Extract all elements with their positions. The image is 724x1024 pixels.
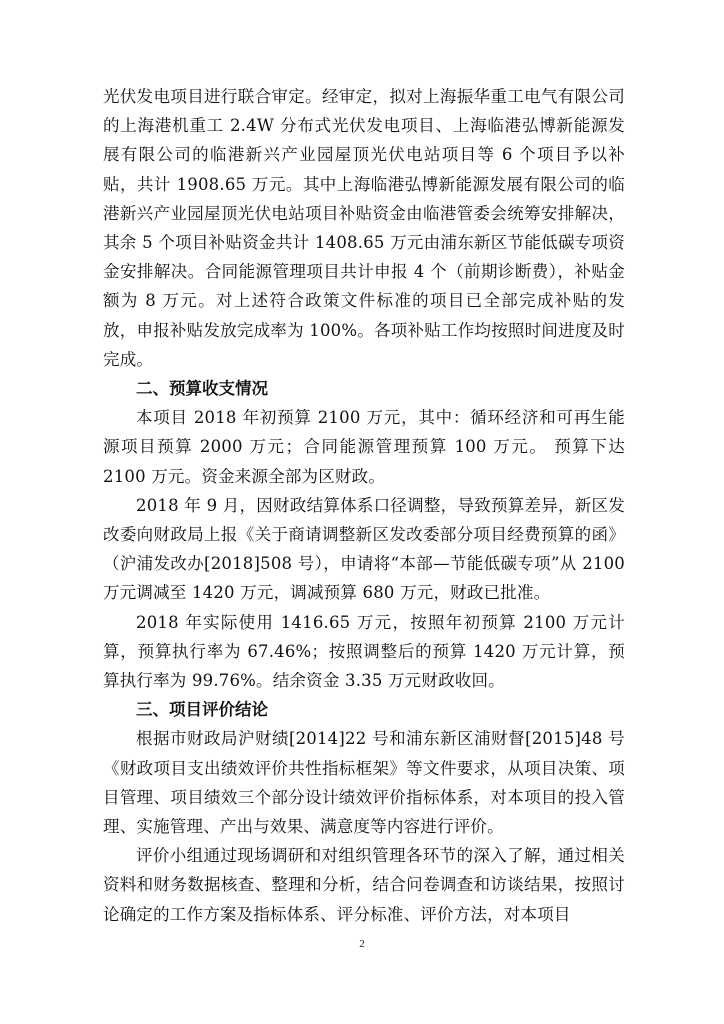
paragraph-budget-initial: 本项目 2018 年初预算 2100 万元，其中：循环经济和可再生能源项目预算 2000 万元；合同能源管理预算 100 万元。 预算下达 2100 万元。资金来源全部为区财政。	[103, 408, 625, 486]
document-body	[103, 82, 625, 929]
paragraph-budget-adjustment: 2018 年 9 月，因财政结算体系口径调整，导致预算差异，新区发改委向财政局上报《关于商请调整新区发改委部分项目经费预算的函》（沪浦发改办[2018]508 号），申请将“本部—节能低碳专项”从 2100 万元调减至 1420 万元，调减预算 680 万元，财政已批准。	[103, 495, 625, 603]
page-number: 2	[359, 938, 365, 950]
paragraph-subsidy-results: 光伏发电项目进行联合审定。经审定，拟对上海振华重工电气有限公司的上海港机重工 2.4W 分布式光伏发电项目、上海临港弘博新能源发展有限公司的临港新兴产业园屋顶光伏电站项目等 6 个项目予以补贴，共计 1908.65 万元。其中上海临港弘博新能源发展有限公司的临港新兴产业园屋顶光伏电站项目补贴资金由临港管委会统筹安排解决，其余 5 个项目补贴资金共计 1408.65 万元由浦东新区节能低碳专项资金安排解决。合同能源管理项目共计申报 4 个（前期诊断费），补贴金额为 8 万元。对上述符合政策文件标准的项目已全部完成补贴的发放，申报补贴发放完成率为 100%。各项补贴工作均按照时间进度及时完成。	[103, 87, 625, 369]
paragraph-budget-execution: 2018 年实际使用 1416.65 万元，按照年初预算 2100 万元计算，预算执行率为 67.46%；按照调整后的预算 1420 万元计算，预算执行率为 99.76%。结余资金 3.35 万元财政收回。	[103, 612, 625, 691]
section-heading-budget: 二、预算收支情况	[136, 379, 268, 399]
section-heading-evaluation: 三、项目评价结论	[136, 700, 268, 720]
paragraph-evaluation-method: 评价小组通过现场调研和对组织管理各环节的深入了解，通过相关资料和财务数据核查、整理和分析，结合问卷调查和访谈结果，按照讨论确定的工作方案及指标体系、评分标准、评价方法，对本项目	[103, 846, 625, 924]
paragraph-evaluation-basis: 根据市财政局沪财绩[2014]22 号和浦东新区浦财督[2015]48 号《财政项目支出绩效评价共性指标框架》等文件要求，从项目决策、项目管理、项目绩效三个部分设计绩效评价指标体系，对本项目的投入管理、实施管理、产出与效果、满意度等内容进行评价。	[103, 729, 625, 837]
